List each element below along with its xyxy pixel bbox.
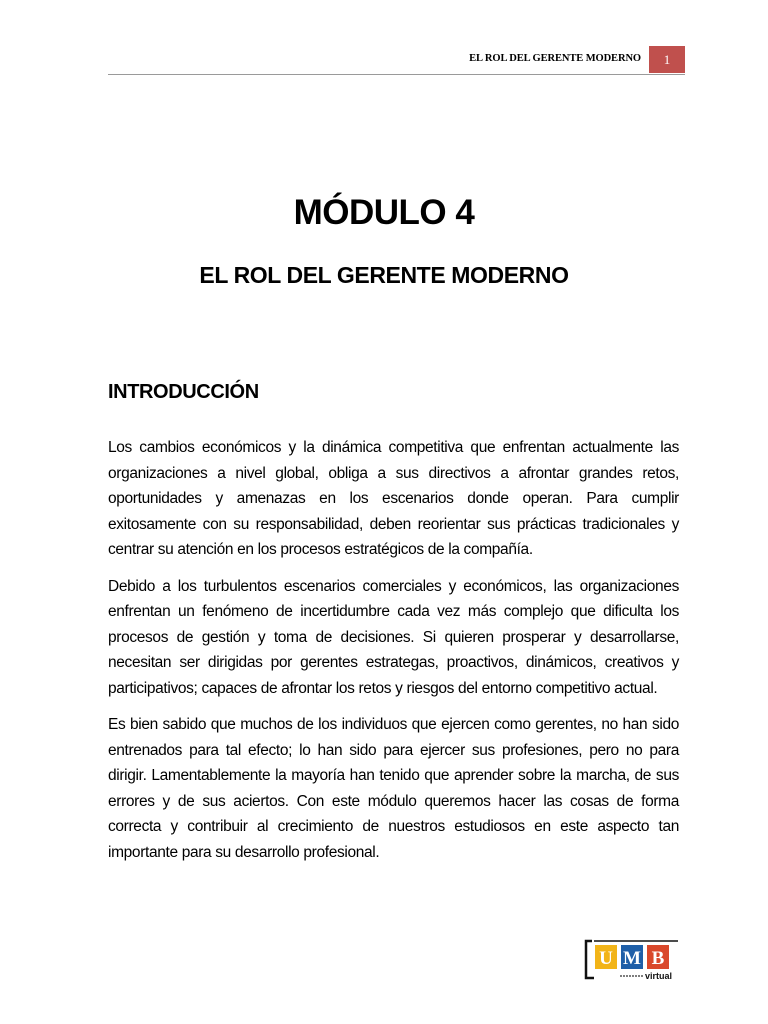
paragraph: Es bien sabido que muchos de los individuos que ejercen como gerentes, no han sido entrenados para tal efecto; lo han sido para ejercer sus profesiones, pero no para dirigir. Lamentablemente la mayoría han tenido que aprender sobre la marcha, de sus errores y de sus aciertos. Con este módulo queremos hacer las cosas de forma correcta y contribuir al crecimiento de nuestros estudiosos en este aspecto tan importante para su desarrollo profesional. [108, 716, 679, 861]
header-title: EL ROL DEL GERENTE MODERNO [469, 53, 641, 64]
logo-letter-b: B [651, 948, 665, 969]
body-text [108, 435, 679, 876]
umb-virtual-logo [584, 938, 684, 984]
logo-frame-left [586, 941, 594, 978]
logo-dots [620, 975, 643, 977]
page-header [108, 44, 685, 75]
logo-tagline: virtual [645, 971, 673, 981]
module-subtitle: EL ROL DEL GERENTE MODERNO [199, 262, 569, 288]
module-title: MÓDULO 4 [293, 193, 475, 232]
umb-virtual-logo-icon [584, 938, 684, 984]
section-heading-introduccion: INTRODUCCIÓN [108, 381, 259, 403]
page-number-badge: 1 [649, 46, 685, 73]
paragraph: Los cambios económicos y la dinámica competitiva que enfrentan actualmente las organizaciones a nivel global, obliga a sus directivos a afrontar grandes retos, oportunidades y amenazas en los escenarios donde operan. Para cumplir exitosamente con su responsabilidad, deben reorientar sus prácticas tradicionales y centrar su atención en los procesos estratégicos de la compañía. [108, 439, 679, 558]
paragraph: Debido a los turbulentos escenarios comerciales y económicos, las organizaciones enfrentan un fenómeno de incertidumbre cada vez más complejo que dificulta los procesos de gestión y toma de decisiones. Si quieren prosperar y desarrollarse, necesitan ser dirigidas por gerentes estrategas, proactivos, dinámicos, creativos y participativos; capaces de afrontar los retos y riesgos del entorno competitivo actual. [108, 577, 679, 697]
logo-letter-m: M [623, 948, 641, 969]
logo-letter-u: U [599, 948, 613, 969]
